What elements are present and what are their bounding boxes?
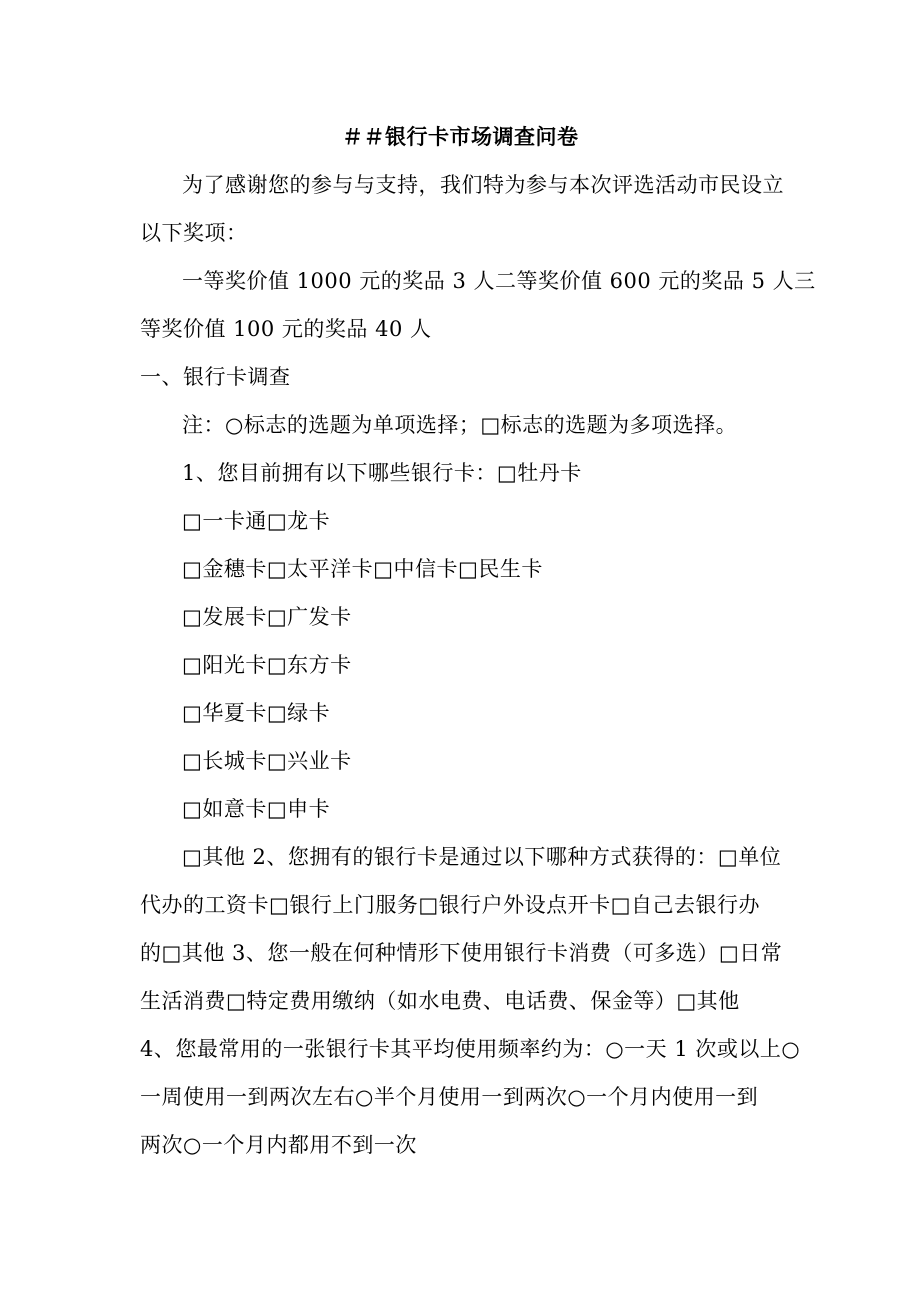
q4-line-3: 两次○一个月内都用不到一次 — [140, 1133, 417, 1157]
q1-options-line: □阳光卡□东方卡 — [182, 653, 352, 677]
q1-options-line: □金穗卡□太平洋卡□中信卡□民生卡 — [182, 557, 543, 581]
q2-q3-line-1: □其他 2、您拥有的银行卡是通过以下哪种方式获得的：□单位 — [182, 845, 782, 869]
intro-line-1: 为了感谢您的参与与支持，我们特为参与本次评选活动市民设立 — [182, 173, 784, 197]
q1-options-line: □如意卡□申卡 — [182, 797, 331, 821]
selection-note: 注：○标志的选题为单项选择；□标志的选题为多项选择。 — [182, 413, 738, 437]
section-heading: 一、银行卡调查 — [140, 365, 291, 389]
q2-q3-line-2: 代办的工资卡□银行上门服务□银行户外设点开卡□自己去银行办 — [140, 893, 761, 917]
q1-options-line: □一卡通□龙卡 — [182, 509, 331, 533]
intro-line-2: 以下奖项： — [140, 221, 248, 245]
q2-q3-line-3: 的□其他 3、您一般在何种情形下使用银行卡消费（可多选）□日常 — [140, 941, 783, 965]
q1-options-line: □长城卡□兴业卡 — [182, 749, 352, 773]
document-title: ＃＃银行卡市场调查问卷 — [342, 124, 579, 149]
prizes-line-1: 一等奖价值 1000 元的奖品 3 人二等奖价值 600 元的奖品 5 人三 — [182, 269, 816, 293]
q2-q3-line-4: 生活消费□特定费用缴纳（如水电费、电话费、保金等）□其他 — [140, 989, 740, 1013]
question-1: 1、您目前拥有以下哪些银行卡：□牡丹卡 — [182, 461, 582, 485]
q1-options-line: □发展卡□广发卡 — [182, 605, 352, 629]
prizes-line-2: 等奖价值 100 元的奖品 40 人 — [140, 317, 432, 341]
q1-options-line: □华夏卡□绿卡 — [182, 701, 331, 725]
q4-line-2: 一周使用一到两次左右○半个月使用一到两次○一个月内使用一到 — [140, 1085, 759, 1109]
question-4: 4、您最常用的一张银行卡其平均使用频率约为：○一天 1 次或以上○ — [140, 1037, 801, 1061]
